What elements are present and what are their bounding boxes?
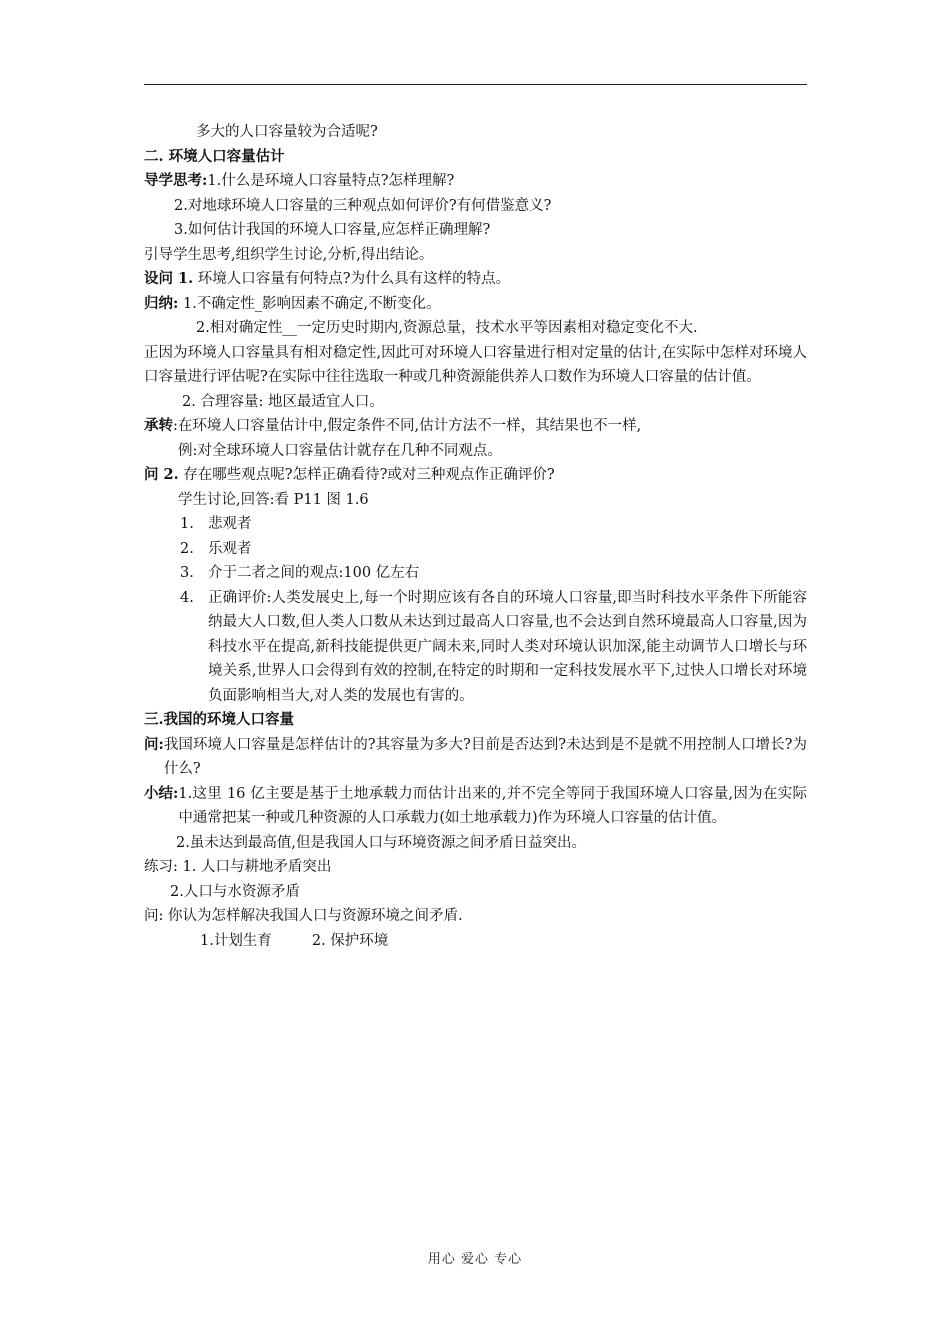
summary-1-text: 1.不确定性_影响因素不确定,不断变化。 xyxy=(178,295,441,312)
section-3-question xyxy=(144,733,807,782)
question-2-label: 问 2. xyxy=(144,466,179,483)
question-1 xyxy=(144,267,807,292)
intro-line: 多大的人口容量较为合适呢? xyxy=(196,124,378,140)
list-item-number: 4. xyxy=(180,589,194,606)
reasonable-capacity: 2. 合理容量: 地区最适宜人口。 xyxy=(182,393,384,410)
conclusion-2: 2.虽未达到最高值,但是我国人口与环境资源之间矛盾日益突出。 xyxy=(176,834,586,851)
list-item-text: 悲观者 xyxy=(208,516,252,532)
header-rule xyxy=(144,84,807,85)
list-item-text: 乐观者 xyxy=(208,540,252,557)
question-1-label: 设问 1. xyxy=(144,270,194,287)
list-item-number: 2. xyxy=(180,540,194,557)
list-item-text: 介于二者之间的观点:100 亿左右 xyxy=(208,565,420,581)
list-item-text: 正确评价:人类发展史上,每一个时期应该有各自的环境人口容量,即当时科技水平条件下所能容纳最大人口数,但人类人口数从未达到过最高人口容量,也不会达到自然环境最高人口容量,因为科技水平在提高,新科技能提供更广阔未来,同时人类对环境认识加深,能主动调节人口增长与环境关系,世界人口会得到有效的控制,在特定的时期和一定科技发展水平下,过快人口增长对环境负面影响相当大,对人类的发展也有害的。 xyxy=(208,589,807,704)
summary-1 xyxy=(144,292,807,317)
summary-paragraph: 正因为环境人口容量具有相对稳定性,因此可对环境人口容量进行相对定量的估计,在实际中怎样对环境人口容量进行评估呢?在实际中往往选取一种或几种资源能供养人口数作为环境人口容量的估计值。 xyxy=(144,344,807,385)
question-1-text: 环境人口容量有何特点?为什么具有这样的特点。 xyxy=(193,271,511,287)
guide-note: 引导学生思考,组织学生讨论,分析,得出结论。 xyxy=(144,246,434,263)
list-item xyxy=(144,586,807,709)
conclusion-1 xyxy=(144,782,807,831)
example-line: 例:对全球环境人口容量估计就存在几种不同观点。 xyxy=(178,442,502,459)
question-2 xyxy=(144,463,807,488)
transition-text: :在环境人口容量估计中,假定条件不同,估计方法不一样，其结果也不一样, xyxy=(173,418,642,434)
section-3-question-text: 我国环境人口容量是怎样估计的?其容量为多大?目前是否达到?未达到是不是就不用控制人口增长?为什么? xyxy=(163,736,807,777)
summary-label: 归纳: xyxy=(144,294,179,312)
guide-q1-text: 1.什么是环境人口容量特点?怎样理解? xyxy=(207,173,455,189)
section-3-heading: 三.我国的环境人口容量 xyxy=(144,711,295,728)
guide-question-1 xyxy=(144,169,807,194)
section-2-heading: 二. 环境人口容量估计 xyxy=(144,147,285,165)
document-body xyxy=(144,120,807,953)
conclusion-1-text: 1.这里 16 亿主要是基于土地承载力而估计出来的,并不完全等同于我国环境人口容量,因为在实际中通常把某一种或几种资源的人口承载力(如土地承载力)作为环境人口容量的估计值。 xyxy=(178,785,807,826)
guide-label: 导学思考: xyxy=(144,172,208,189)
list-item xyxy=(144,537,807,562)
list-item xyxy=(144,512,807,537)
final-answer-2: 2. 保护环境 xyxy=(311,932,389,949)
conclusion-label: 小结: xyxy=(144,784,179,802)
guide-question-2: 2.对地球环境人口容量的三种观点如何评价?有何借鉴意义? xyxy=(174,197,552,214)
practice-1: 练习: 1. 人口与耕地矛盾突出 xyxy=(144,859,332,875)
practice-2: 2.人口与水资源矛盾 xyxy=(170,883,300,900)
list-item xyxy=(144,561,807,586)
discussion-line: 学生讨论,回答:看 P11 图 1.6 xyxy=(178,491,369,508)
question-2-text: 存在哪些观点呢?怎样正确看待?或对三种观点作正确评价? xyxy=(178,467,555,483)
final-question: 问: 你认为怎样解决我国人口与资源环境之间矛盾. xyxy=(144,908,463,924)
list-item-number: 1. xyxy=(180,516,194,532)
final-answers xyxy=(144,929,807,954)
section-3-question-label: 问: xyxy=(144,735,164,753)
list-item-number: 3. xyxy=(180,565,194,581)
page-footer: 用心 爱心 专心 xyxy=(427,1252,523,1267)
summary-2: 2.相对确定性__一定历史时期内,资源总量，技术水平等因素相对稳定变化不大. xyxy=(196,320,698,336)
transition-label: 承转 xyxy=(144,417,173,434)
transition xyxy=(144,414,807,439)
final-answer-1: 1.计划生育 xyxy=(200,932,272,949)
guide-question-3: 3.如何估计我国的环境人口容量,应怎样正确理解? xyxy=(174,222,491,238)
